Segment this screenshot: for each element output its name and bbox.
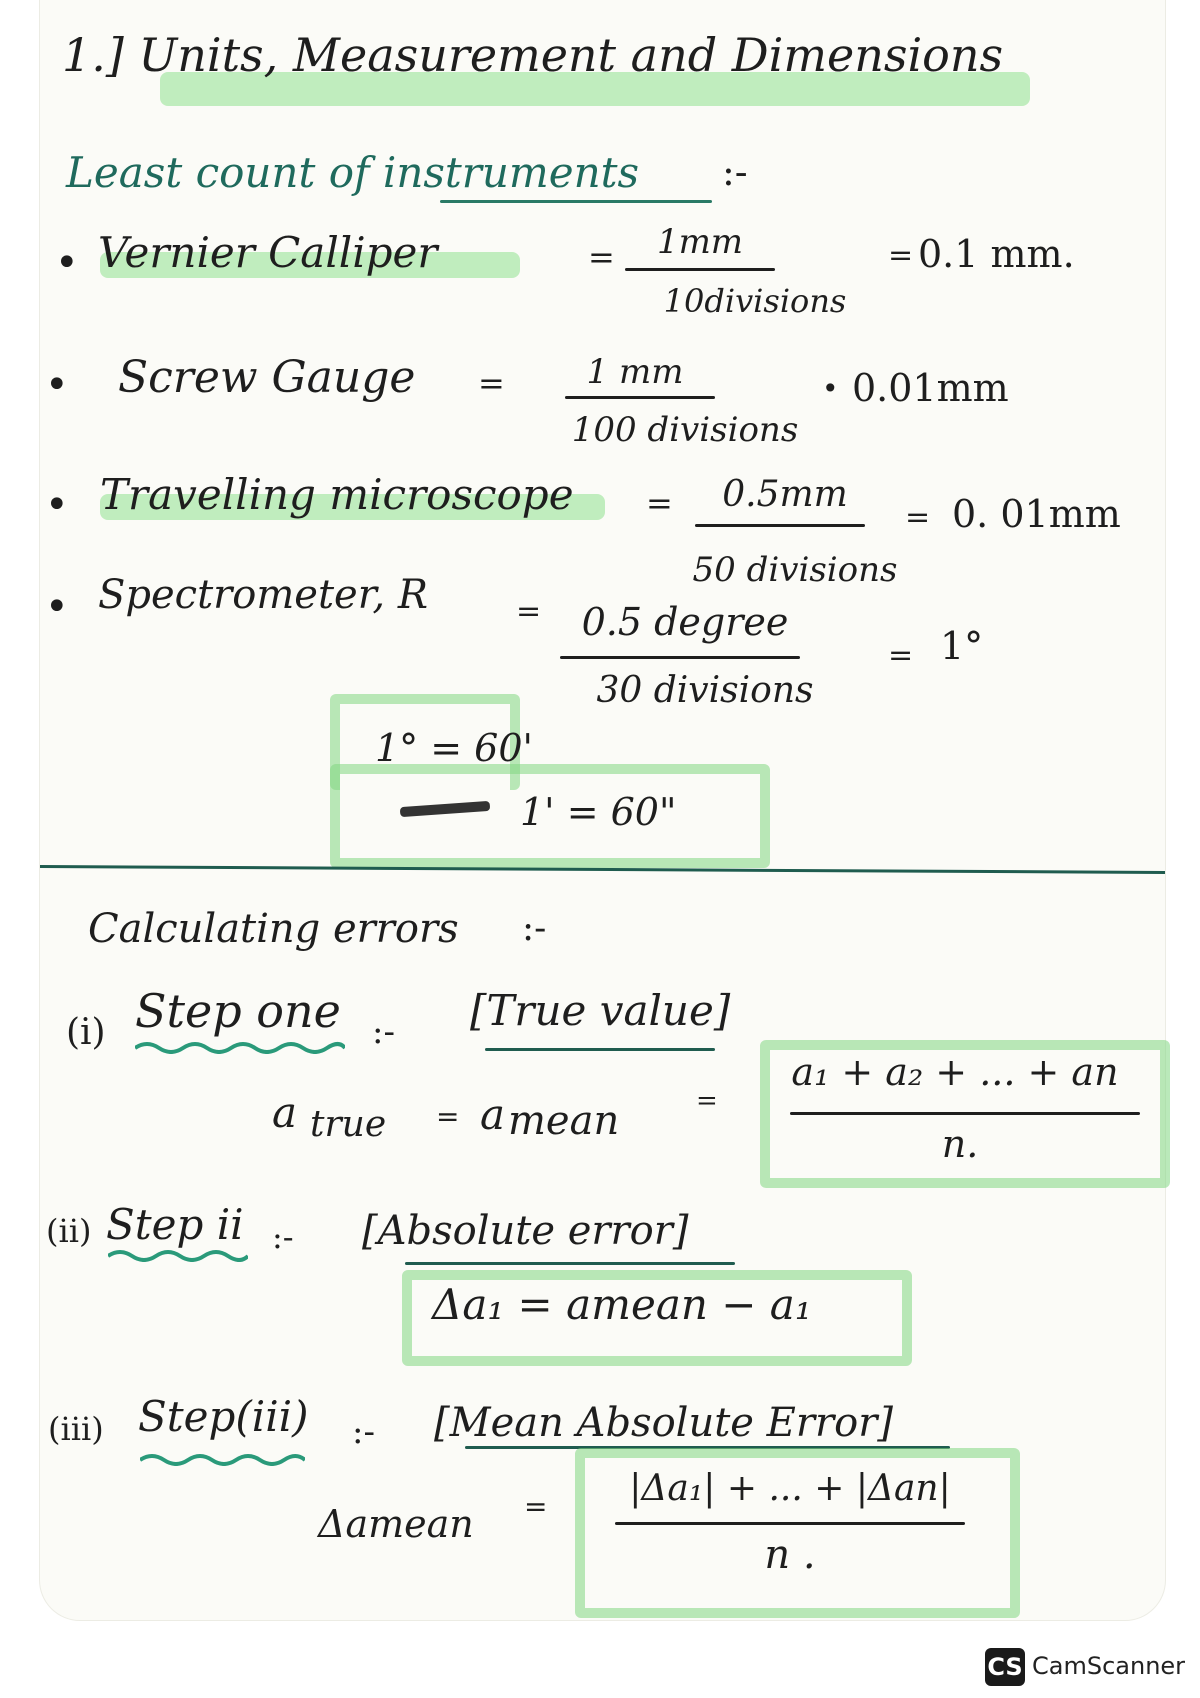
mean-absolute-error-title: [Mean Absolute Error] [434, 1400, 893, 1446]
travelling-microscope-label: Travelling microscope [100, 470, 574, 519]
step-one-number: (i) [66, 1012, 106, 1053]
equals-sign: = [696, 1086, 718, 1116]
step-three-wavy-underline [140, 1452, 305, 1466]
minute-second-conversion: 1' = 60" [520, 790, 677, 834]
step-two-wavy-underline [108, 1248, 248, 1262]
a-true-subscript: true [310, 1104, 387, 1145]
true-value-title: [True value] [470, 986, 731, 1035]
fraction-line [625, 268, 775, 271]
mean-absolute-error-numerator: |Δa₁| + ... + |Δan| [629, 1468, 951, 1509]
step-three-label: Step(iii) [138, 1392, 309, 1441]
mean-numerator: a₁ + a₂ + ... + an [791, 1050, 1119, 1094]
bullet: • [45, 482, 69, 528]
screw-gauge-result: 0.01mm [852, 366, 1009, 410]
bullet: • [45, 584, 69, 630]
step-two-number: (ii) [46, 1212, 92, 1250]
bullet: • [45, 362, 69, 408]
vernier-calliper-label: Vernier Calliper [98, 228, 438, 277]
a-mean-symbol: a [480, 1090, 506, 1139]
screw-gauge-denominator: 100 divisions [571, 410, 799, 450]
step-one-separator: :- [372, 1012, 395, 1052]
fraction-line [560, 656, 800, 659]
equals-sign: = [888, 638, 914, 673]
dot-sign: • [822, 372, 839, 405]
errors-heading-suffix: :- [522, 908, 547, 949]
camscanner-watermark-text: CamScanner [1032, 1652, 1186, 1680]
equals-sign: = [524, 1490, 548, 1523]
vernier-numerator: 1mm [656, 222, 744, 262]
microscope-numerator: 0.5mm [722, 474, 848, 515]
fraction-line [790, 1112, 1140, 1115]
equals-sign: = [436, 1100, 460, 1133]
spectrometer-result: 1° [940, 624, 984, 668]
absolute-error-formula: Δa₁ = amean − a₁ [432, 1280, 812, 1329]
page-title: 1.] Units, Measurement and Dimensions [62, 28, 1004, 82]
equals-sign: = [646, 484, 673, 522]
equals-sign: = [905, 500, 931, 535]
degree-minute-conversion: 1° = 60' [375, 726, 533, 770]
fraction-line [615, 1522, 965, 1525]
fraction-line [695, 524, 865, 527]
vernier-result: 0.1 mm. [918, 232, 1075, 276]
screw-gauge-numerator: 1 mm [586, 352, 684, 392]
screw-gauge-label: Screw Gauge [118, 352, 416, 403]
least-count-heading: Least count of instruments [66, 148, 640, 197]
bullet: • [55, 240, 79, 286]
camscanner-logo-icon: CS [985, 1648, 1025, 1686]
step-one-label: Step one [135, 984, 341, 1038]
spectrometer-numerator: 0.5 degree [581, 600, 789, 644]
equals-sign: = [516, 594, 542, 629]
a-mean-subscript: mean [508, 1098, 620, 1144]
step-one-wavy-underline [135, 1040, 345, 1054]
step-two-label: Step ii [106, 1200, 244, 1249]
delta-a-mean-symbol: Δamean [318, 1502, 474, 1546]
equals-sign: = [888, 238, 914, 273]
fraction-line [565, 396, 715, 399]
step-three-separator: :- [352, 1412, 375, 1452]
instruments-underline [440, 200, 712, 203]
step-two-separator: :- [272, 1218, 294, 1256]
least-count-heading-suffix: :- [722, 150, 748, 194]
mean-denominator: n. [941, 1122, 979, 1166]
absolute-error-underline [405, 1262, 735, 1265]
microscope-result: 0. 01mm [952, 492, 1121, 536]
vernier-denominator: 10divisions [663, 282, 847, 320]
step-three-number: (iii) [48, 1410, 104, 1448]
spectrometer-denominator: 30 divisions [596, 670, 814, 711]
true-value-underline [485, 1048, 715, 1051]
mean-absolute-error-denominator: n . [764, 1532, 816, 1578]
microscope-denominator: 50 divisions [692, 550, 898, 590]
spectrometer-label: Spectrometer, R [98, 572, 428, 618]
equals-sign: = [588, 238, 615, 276]
a-true-symbol: a [272, 1088, 298, 1137]
equals-sign: = [478, 364, 505, 402]
errors-heading: Calculating errors [88, 906, 459, 952]
absolute-error-title: [Absolute error] [362, 1208, 689, 1254]
